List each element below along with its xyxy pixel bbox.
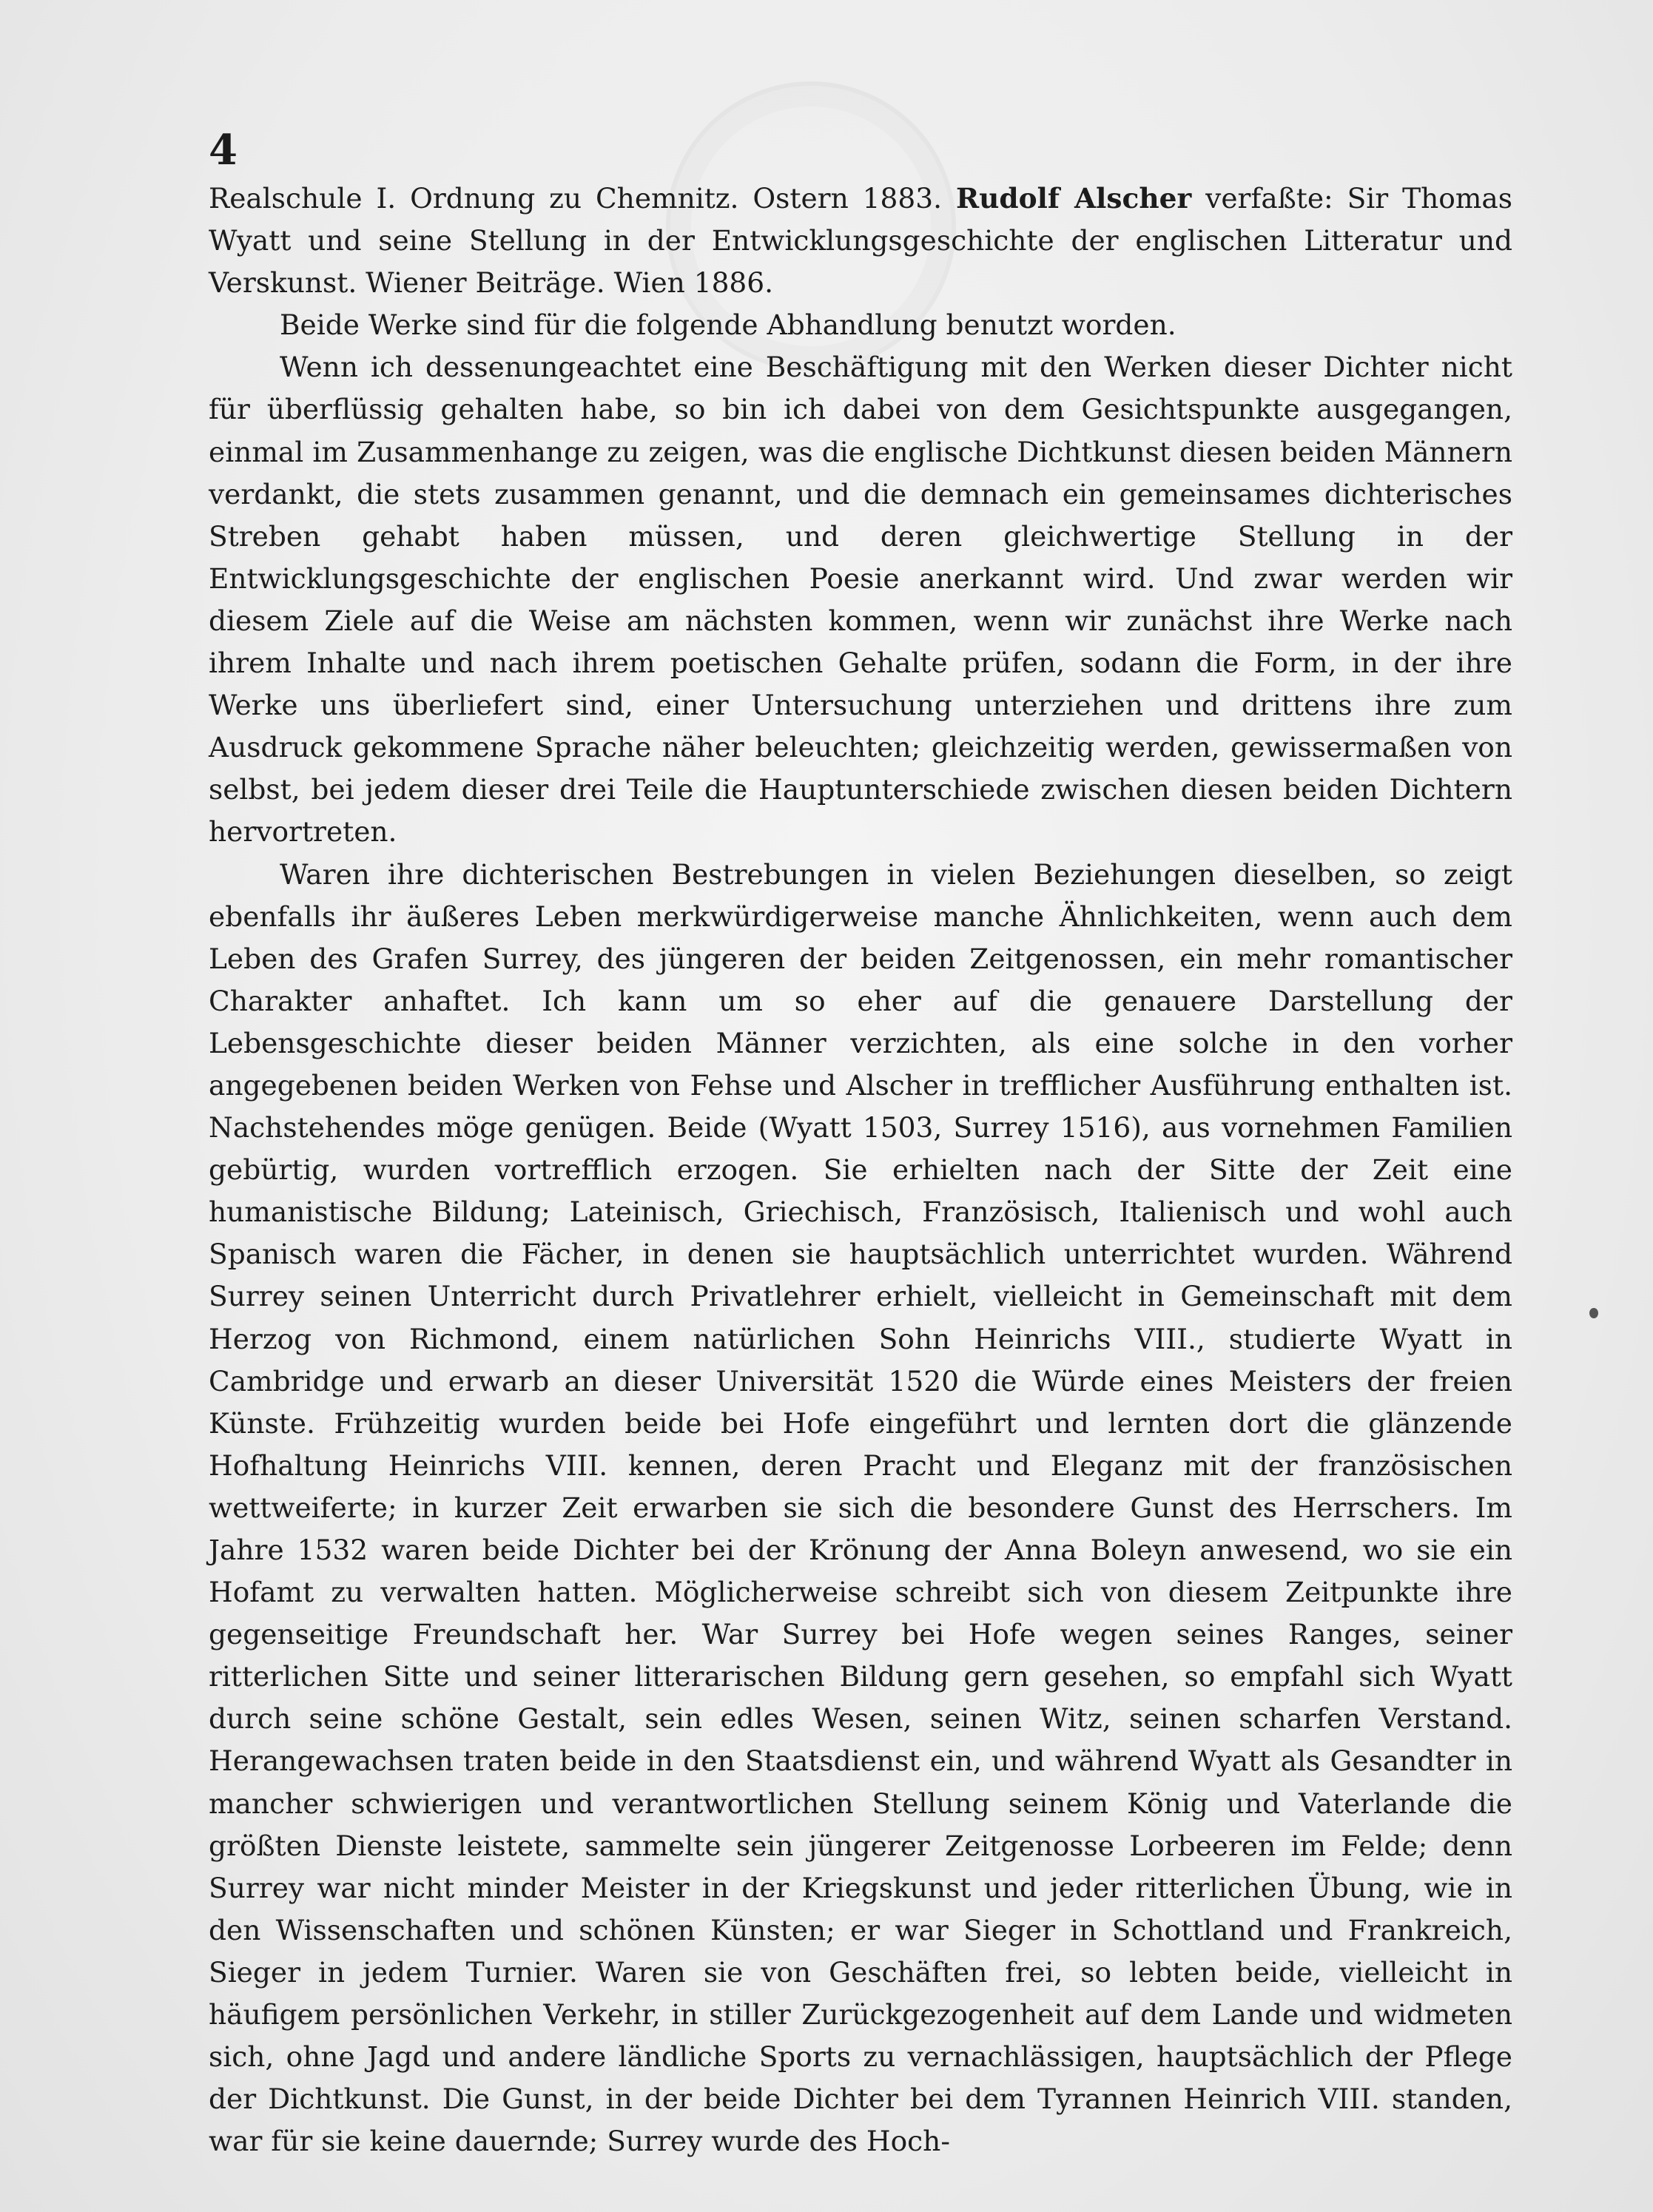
- ink-spot: [1589, 1308, 1598, 1318]
- body-text: [209, 178, 1512, 2162]
- page-number: 4: [209, 126, 238, 175]
- paragraph-1: [209, 178, 1512, 304]
- author-name: Rudolf Alscher: [955, 182, 1192, 215]
- paragraph-3: Wenn ich dessenungeachtet eine Beschäftigung mit den Werken dieser Dichter nicht für überflüssig gehalten habe, so bin ich dabei von dem Gesichtspunkte ausgegangen, einmal im Zusammenhange zu zeigen, was die englische Dichtkunst diesen beiden Männern verdankt, die stets zusammen genannt, und die demnach ein gemeinsames dichterisches Streben gehabt haben müssen, und deren gleichwertige Stellung in der Entwicklungsgeschichte der englischen Poesie anerkannt wird. Und zwar werden wir diesem Ziele auf die Weise am nächsten kommen, wenn wir zunächst ihre Werke nach ihrem Inhalte und nach ihrem poetischen Gehalte prüfen, sodann die Form, in der ihre Werke uns überliefert sind, einer Untersuchung unterziehen und drittens ihre zum Ausdruck gekommene Sprache näher beleuchten; gleichzeitig werden, gewissermaßen von selbst, bei jedem dieser drei Teile die Hauptunterschiede zwischen diesen beiden Dichtern hervortreten.: [209, 351, 1512, 849]
- paragraph-1-after: verfaßte: Sir Thomas Wyatt und seine Stellung in der Entwicklungsgeschichte der englischen Litteratur und Verskunst. Wiener Beiträge. Wien 1886.: [209, 182, 1513, 300]
- paragraph-2: Beide Werke sind für die folgende Abhandlung benutzt worden.: [280, 308, 1176, 342]
- paragraph-1-before: Realschule I. Ordnung zu Chemnitz. Ostern 1883.: [209, 182, 956, 215]
- paragraph-4: Waren ihre dichterischen Bestrebungen in vielen Beziehungen dieselben, so zeigt ebenfalls ihr äußeres Leben merkwürdigerweise manche Ähnlichkeiten, wenn auch dem Leben des Grafen Surrey, des jüngeren der beiden Zeitgenossen, ein mehr romantischer Charakter anhaftet. Ich kann um so eher auf die genauere Darstellung der Lebensgeschichte dieser beiden Männer verzichten, als eine solche in den vorher angegebenen beiden Werken von Fehse und Alscher in trefflicher Ausführung enthalten ist. Nachstehendes möge genügen. Beide (Wyatt 1503, Surrey 1516), aus vornehmen Familien gebürtig, wurden vortrefflich erzogen. Sie erhielten nach der Sitte der Zeit eine humanistische Bildung; Lateinisch, Griechisch, Französisch, Italienisch und wohl auch Spanisch waren die Fächer, in denen sie hauptsächlich unterrichtet wurden. Während Surrey seinen Unterricht durch Privatlehrer erhielt, vielleicht in Gemeinschaft mit dem Herzog von Richmond, einem natürlichen Sohn Heinrichs VIII., studierte Wyatt in Cambridge und erwarb an dieser Universität 1520 die Würde eines Meisters der freien Künste. Frühzeitig wurden beide bei Hofe eingeführt und lernten dort die glänzende Hofhaltung Heinrichs VIII. kennen, deren Pracht und Eleganz mit der französischen wettweiferte; in kurzer Zeit erwarben sie sich die besondere Gunst des Herrschers. Im Jahre 1532 waren beide Dichter bei der Krönung der Anna Boleyn anwesend, wo sie ein Hofamt zu verwalten hatten. Möglicherweise schreibt sich von diesem Zeitpunkte ihre gegenseitige Freundschaft her. War Surrey bei Hofe wegen seines Ranges, seiner ritterlichen Sitte und seiner litterarischen Bildung gern gesehen, so empfahl sich Wyatt durch seine schöne Gestalt, sein edles Wesen, seinen Witz, seinen scharfen Verstand. Herangewachsen traten beide in den Staatsdienst ein, und während Wyatt als Gesandter in mancher schwierigen und verantwortlichen Stellung seinem König und Vaterlande die größten Dienste leistete, sammelte sein jüngerer Zeitgenosse Lorbeeren im Felde; denn Surrey war nicht minder Meister in der Kriegskunst und jeder ritterlichen Übung, wie in den Wissenschaften und schönen Künsten; er war Sieger in Schottland und Frankreich, Sieger in jedem Turnier. Waren sie von Geschäften frei, so lebten beide, vielleicht in häufigem persönlichen Verkehr, in stiller Zurückgezogenheit auf dem Lande und widmeten sich, ohne Jagd und andere ländliche Sports zu vernachlässigen, hauptsächlich der Pflege der Dichtkunst. Die Gunst, in der beide Dichter bei dem Tyrannen Heinrich VIII. standen, war für sie keine dauernde; Surrey wurde des Hoch-: [209, 857, 1512, 2158]
